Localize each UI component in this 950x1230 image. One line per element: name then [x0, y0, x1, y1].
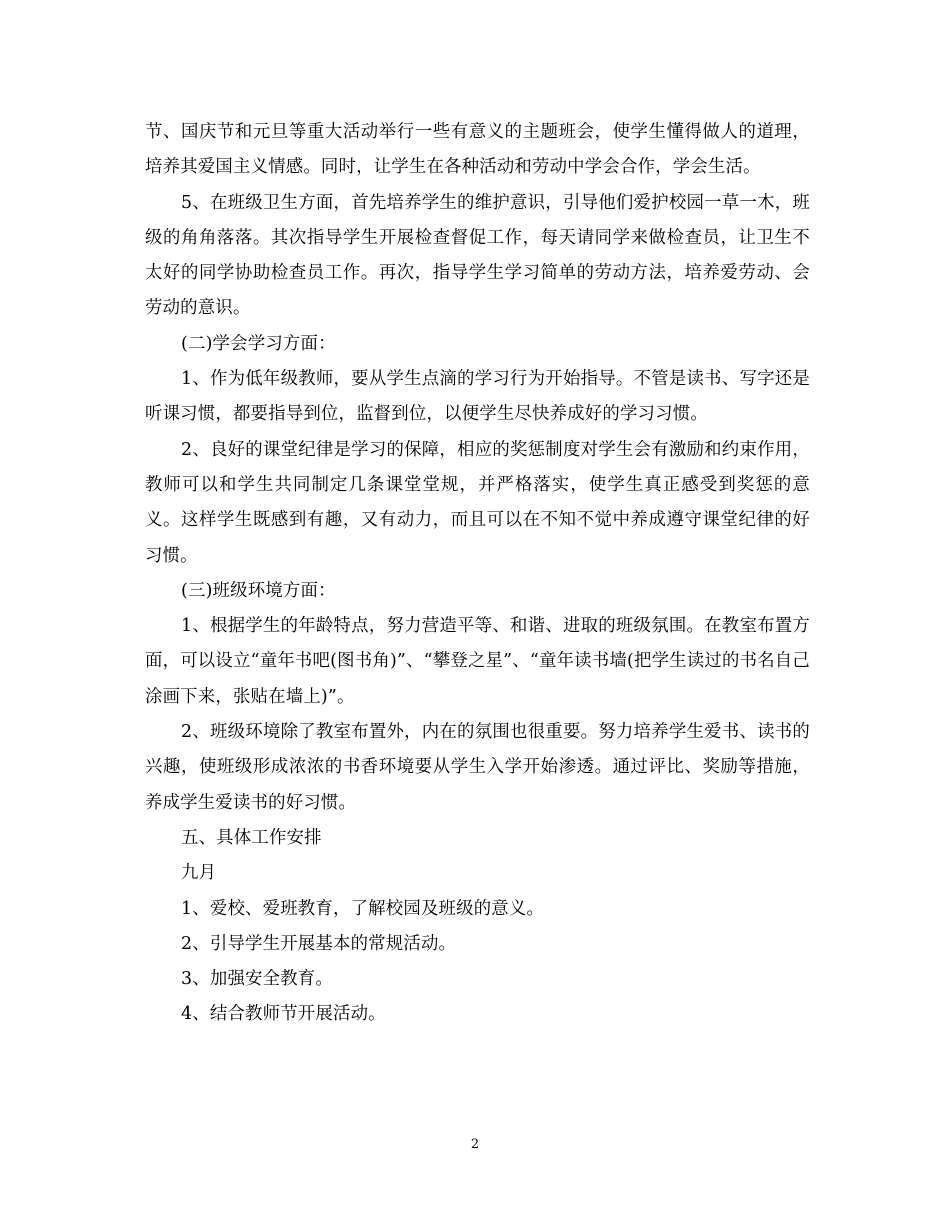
list-item-4: 4、结合教师节开展活动。: [181, 1004, 386, 1025]
section-heading-learning: (二)学会学习方面：: [181, 333, 336, 354]
section-heading-schedule: 五、具体工作安排: [181, 827, 322, 848]
paragraph-4: 1、作为低年级教师，要从学生点滴的学习行为开始指导。不管是读书、写字还是听课习惯，都要指导到位，监督到位，以便学生尽快养成好的学习习惯。: [145, 369, 810, 425]
list-item-1: 1、爱校、爱班教育，了解校园及班级的意义。: [181, 898, 545, 919]
paragraph-1: 节、国庆节和元旦等重大活动举行一些有意义的主题班会，使学生懂得做人的道理，培养其爱国主义情感。同时，让学生在各种活动和劳动中学会合作，学会生活。: [145, 122, 810, 178]
list-item-3: 3、加强安全教育。: [181, 969, 333, 990]
list-item-2: 2、引导学生开展基本的常规活动。: [181, 933, 457, 954]
paragraph-7: 1、根据学生的年龄特点，努力营造平等、和谐、进取的班级氛围。在教室布置方面，可以设立“童年书吧(图书角)”、“攀登之星”、“童年读书墙(把学生读过的书名自己涂画下来，张贴在墙上)”。: [145, 616, 810, 707]
document-body: [145, 115, 810, 1033]
paragraph-8: 2、班级环境除了教室布置外，内在的氛围也很重要。努力培养学生爱书、读书的兴趣，使班级形成浓浓的书香环境要从学生入学开始渗透。通过评比、奖励等措施，养成学生爱读书的好习惯。: [145, 722, 810, 813]
page-number: 2: [470, 1137, 480, 1152]
paragraph-2: 5、在班级卫生方面，首先培养学生的维护意识，引导他们爱护校园一草一木，班级的角角落落。其次指导学生开展检查督促工作，每天请同学来做检查员，让卫生不太好的同学协助检查员工作。再次，指导学生学习简单的劳动方法，培养爱劳动、会劳动的意识。: [145, 192, 810, 319]
paragraph-5: 2、良好的课堂纪律是学习的保障，相应的奖惩制度对学生会有激励和约束作用，教师可以和学生共同制定几条课堂堂规，并严格落实，使学生真正感受到奖惩的意义。这样学生既感到有趣，又有动力，而且可以在不知不觉中养成遵守课堂纪律的好习惯。: [145, 439, 810, 566]
month-heading-september: 九月: [181, 863, 217, 884]
section-heading-environment: (三)班级环境方面：: [181, 580, 336, 601]
